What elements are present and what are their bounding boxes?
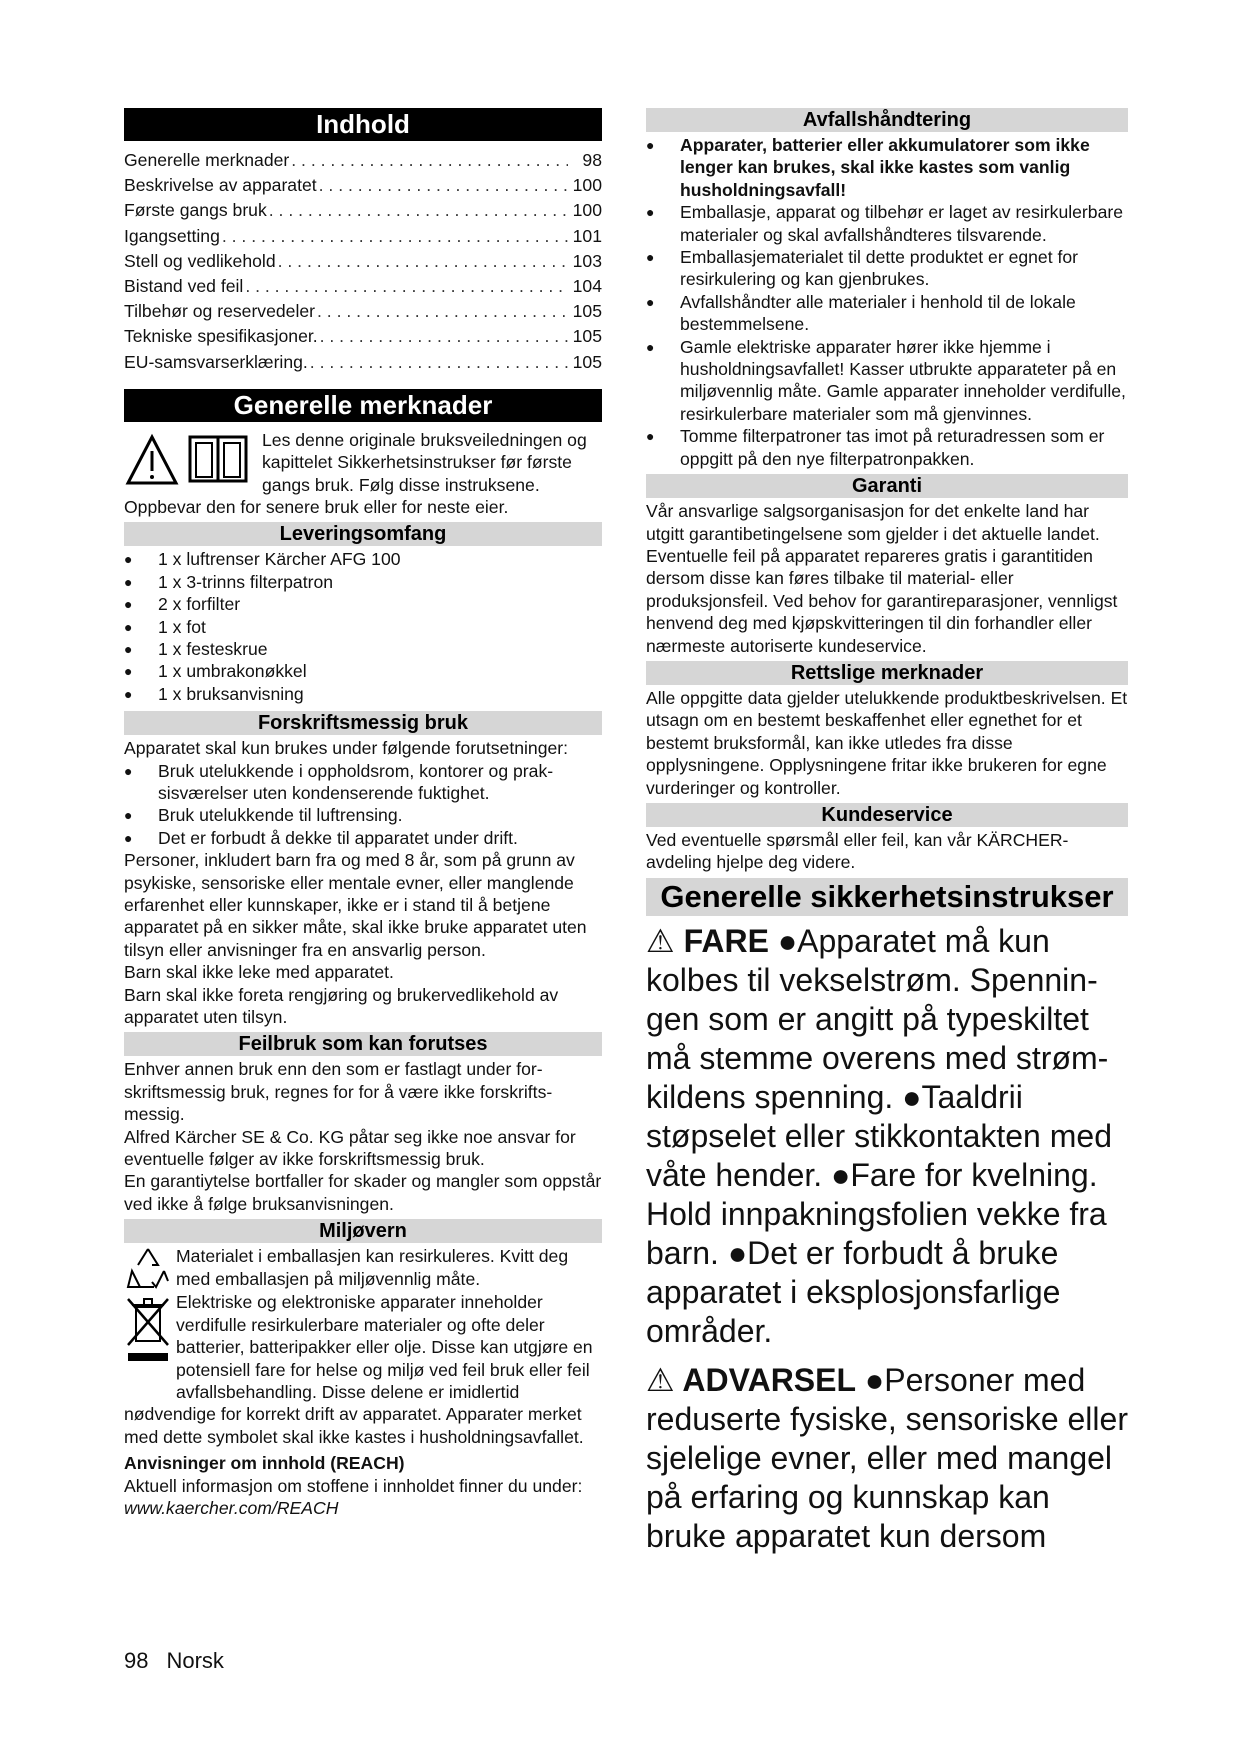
delivery-item: ● 1 x umbrakonøkkel bbox=[124, 660, 602, 682]
toc-entry[interactable] bbox=[124, 148, 602, 173]
intended-paragraph-2: Barn skal ikke leke med apparatet. bbox=[124, 962, 394, 983]
toc-entry[interactable] bbox=[124, 173, 602, 198]
toc-entry-title: Tekniske spesifikasjoner. bbox=[124, 326, 318, 347]
delivery-item: ● 1 x luftrenser Kärcher AFG 100 bbox=[124, 548, 602, 570]
intended-paragraph-1: Personer, inkludert barn fra og med 8 år, som på grunn av psykiske, sensoriske eller mentale evner, eller manglende erfarenhet eller kunnskaper, ikke er i stand til å betjene apparatet på en sikker måte, skal ikke bruke apparatet uten tilsyn eller anvisninger fra en ansvarlig person. bbox=[124, 850, 587, 960]
toc-entry[interactable] bbox=[124, 249, 602, 274]
page-footer bbox=[124, 1648, 242, 1674]
toc-leader-dots bbox=[289, 148, 568, 173]
page-number: 98 bbox=[124, 1648, 149, 1673]
waste-heading: Avfallshåndtering bbox=[646, 108, 1128, 132]
service-text: Ved eventuelle spørsmål eller feil, kan vår KÄRCHER-avdeling hjelpe deg videre. bbox=[646, 829, 1069, 873]
waste-item: ● Tomme filterpatroner tas imot på returadressen som er oppgitt på den nye filterpatronpakken. bbox=[646, 425, 1128, 470]
delivery-item: ● 1 x bruksanvisning bbox=[124, 683, 602, 705]
toc-entry-page: 105 bbox=[572, 326, 602, 347]
danger-label: ⚠ FARE bbox=[646, 922, 769, 959]
toc-entry[interactable] bbox=[124, 299, 602, 324]
toc-entry-page: 98 bbox=[582, 150, 602, 170]
toc-entry-page: 100 bbox=[572, 200, 602, 221]
general-keep: Oppbevar den for senere bruk eller for neste eier. bbox=[124, 496, 509, 517]
toc-entry[interactable] bbox=[124, 224, 602, 249]
toc-entry[interactable] bbox=[124, 324, 602, 349]
service-heading: Kundeservice bbox=[646, 803, 1128, 827]
toc-entry[interactable] bbox=[124, 350, 602, 375]
toc-entry-page: 105 bbox=[572, 301, 602, 322]
toc-entry-title: Generelle merknader bbox=[124, 150, 290, 170]
general-notes-heading: Generelle merknader bbox=[124, 389, 602, 422]
waste-item: ● Gamle elektriske apparater hører ikke hjemme i husholdningsavfallet! Kasser utbrukte apparateter på en miljøvennlig måte. Gamle apparater inneholder verdifulle, resirkulerbare materialer som må gjenvinnes. bbox=[646, 336, 1128, 426]
danger-block bbox=[646, 922, 1128, 1351]
warning-text: ●Personer med reduserte fysiske, sensoriske eller sjelelige evner, eller med mangel på erfaring og kunnskap kan bruke apparatet kun dersom bbox=[646, 1361, 1128, 1554]
delivery-item: ● 2 x forfilter bbox=[124, 593, 602, 615]
waste-item: ● Emballasje, apparat og tilbehør er laget av resirkulerbare materialer og skal avfallshåndteres tilsvarende. bbox=[646, 201, 1128, 246]
warning-manual-icon bbox=[124, 429, 254, 489]
delivery-item: ● 1 x festeskrue bbox=[124, 638, 602, 660]
legal-heading: Rettslige merknader bbox=[646, 661, 1128, 685]
toc-entry-page: 103 bbox=[572, 250, 602, 271]
toc-leader-dots bbox=[243, 274, 568, 299]
toc-heading: Indhold bbox=[124, 108, 602, 141]
footer-language: Norsk bbox=[166, 1648, 224, 1673]
intended-paragraph-3: Barn skal ikke foreta rengjøring og brukervedlikehold av apparatet uten tilsyn. bbox=[124, 984, 559, 1028]
warranty-heading: Garanti bbox=[646, 474, 1128, 498]
intended-item: ● Bruk utelukkende i oppholdsrom, kontorer og praksisværelser uten kondenserende fuktighet. bbox=[124, 760, 602, 805]
waste-bold-list bbox=[646, 134, 1128, 201]
read-manual-notice bbox=[124, 429, 602, 496]
toc-leader-dots bbox=[308, 350, 568, 375]
toc-entry[interactable] bbox=[124, 274, 602, 299]
legal-text: Alle oppgitte data gjelder utelukkende produktbeskrivelsen. Et utsagn om en bestemt beskaffenhet eller egnethet for et bestemt bruksformål, kan ikke utledes fra disse opplysningene. Opplysningene fritar ikke brukeren for egne vurderinger og kontroller. bbox=[646, 687, 1128, 798]
general-intro: Les denne originale bruksveiledningen og kapittelet Sikkerhetsinstrukser før første gangs bruk. Følg disse instruksene. bbox=[262, 429, 587, 495]
misuse-heading: Feilbruk som kan forutses bbox=[124, 1032, 602, 1056]
toc-entry-title: Beskrivelse av apparatet bbox=[124, 175, 317, 196]
reach-link[interactable]: www.kaercher.com/REACH bbox=[124, 1497, 339, 1518]
danger-text: ●Apparatet må kun kolbes til vekselstrøm. Spenningen som er angitt på typeskiltet må stemme overens med strømkildens spenning. ●Taaldrii støpselet eller stikkontakten med våte hender. ●Fare for kvelning. Hold innpakningsfolien vekke fra barn. ●Det er forbudt å bruke apparatet i eksplosjonsfarlige områder. bbox=[646, 922, 1112, 1349]
intended-use-heading: Forskriftsmessig bruk bbox=[124, 711, 602, 735]
waste-item: ● Avfallshåndter alle materialer i henhold til de lokale bestemmelsene. bbox=[646, 291, 1128, 336]
right-column bbox=[646, 108, 1128, 1566]
delivery-heading: Leveringsomfang bbox=[124, 522, 602, 546]
left-column bbox=[124, 108, 602, 1519]
misuse-paragraph-3: En garantiytelse bortfaller for skader og mangler som oppstår ved ikke å følge bruksanvisningen. bbox=[124, 1171, 602, 1214]
warranty-text: Vår ansvarlige salgsorganisasjon for det enkelte land har utgitt garantibetingelsene som gjelder i det aktuelle landet. Eventuelle feil på apparatet repareres gratis i garantitiden dersom disse kan føres tilbake til material- eller produksjonsfeil. Ved behov for garantireparasjoner, vennligst henvend deg med kjøpskvitteringen til din forhandler eller nærmeste autoriserte kundeservice. bbox=[646, 501, 1118, 656]
delivery-list bbox=[124, 548, 602, 705]
safety-heading: Generelle sikkerhetsinstrukser bbox=[646, 878, 1128, 916]
intended-item: ● Bruk utelukkende til luftrensing. bbox=[124, 804, 602, 826]
toc-entry-title: EU-samsvarserklæring. bbox=[124, 351, 308, 372]
waste-list bbox=[646, 201, 1128, 470]
warning-label: ⚠ ADVARSEL bbox=[646, 1361, 857, 1398]
intended-intro: Apparatet skal kun brukes under følgende forutsetninger: bbox=[124, 738, 569, 759]
toc-entry-title: Tilbehør og reservedeler bbox=[124, 301, 316, 322]
intended-list bbox=[124, 760, 602, 850]
waste-item: ● Emballasjematerialet til dette produktet er egnet for resirkulering og kan gjenbrukes. bbox=[646, 246, 1128, 291]
toc-leader-dots bbox=[318, 324, 568, 349]
toc-entry[interactable] bbox=[124, 198, 602, 223]
toc-entry-page: 105 bbox=[572, 351, 602, 372]
weee-notice bbox=[124, 1291, 602, 1448]
environment-paragraph-1: Materialet i emballasjen kan resirkuleres. Kvitt deg med emballasjen på miljøvennlig måte. bbox=[176, 1246, 569, 1289]
waste-bold-item: ● Apparater, batterier eller akkumulatorer som ikke lenger kan brukes, skal ikke kastes som vanlig husholdningsavfall! bbox=[646, 134, 1128, 201]
toc-leader-dots bbox=[267, 198, 568, 223]
toc-entry-page: 101 bbox=[572, 225, 602, 246]
toc-entry-title: Bistand ved feil bbox=[124, 275, 244, 296]
environment-paragraph-2: Elektriske og elektroniske apparater inneholder verdifulle resirkulerbare materialer og ofte deler batterier, batteripakker eller olje. Disse kan utgjøre en potensiell fare for helse og miljø ved feil bruk eller feil avfallsbehandling. Disse delene er imidlertid nødvendige for korrekt drift av apparatet. Apparater merket med dette symbolet skal ikke kastes i husholdningsavfallet. bbox=[124, 1292, 593, 1447]
toc-leader-dots bbox=[315, 299, 568, 324]
toc-entry-title: Første gangs bruk bbox=[124, 200, 267, 221]
warning-block bbox=[646, 1361, 1128, 1556]
table-of-contents bbox=[124, 148, 602, 375]
toc-leader-dots bbox=[317, 173, 568, 198]
toc-entry-page: 100 bbox=[572, 175, 602, 196]
misuse-paragraph-2: Alfred Kärcher SE & Co. KG påtar seg ikke noe ansvar for eventuelle følger av ikke forskriftsmessig bruk. bbox=[124, 1126, 576, 1170]
recycle-notice bbox=[124, 1245, 602, 1291]
toc-leader-dots bbox=[276, 249, 568, 274]
crossed-bin-icon bbox=[124, 1293, 172, 1363]
toc-entry-title: Igangsetting bbox=[124, 225, 220, 246]
misuse-paragraph-1: Enhver annen bruk enn den som er fastlagt under forskriftsmessig bruk, regnes for for å være ikke forskriftsmessig. bbox=[124, 1059, 553, 1125]
toc-leader-dots bbox=[220, 224, 568, 249]
toc-entry-title: Stell og vedlikehold bbox=[124, 250, 276, 271]
reach-heading: Anvisninger om innhold (REACH) bbox=[124, 1453, 405, 1474]
intended-item: ● Det er forbudt å dekke til apparatet under drift. bbox=[124, 827, 602, 849]
environment-heading: Miljøvern bbox=[124, 1219, 602, 1243]
delivery-item: ● 1 x 3-trinns filterpatron bbox=[124, 571, 602, 593]
reach-text: Aktuell informasjon om stoffene i innholdet finner du under: www.kaercher.com/REACH bbox=[124, 1475, 583, 1518]
toc-entry-page: 104 bbox=[572, 275, 602, 296]
delivery-item: ● 1 x fot bbox=[124, 616, 602, 638]
recycle-icon bbox=[124, 1245, 172, 1291]
